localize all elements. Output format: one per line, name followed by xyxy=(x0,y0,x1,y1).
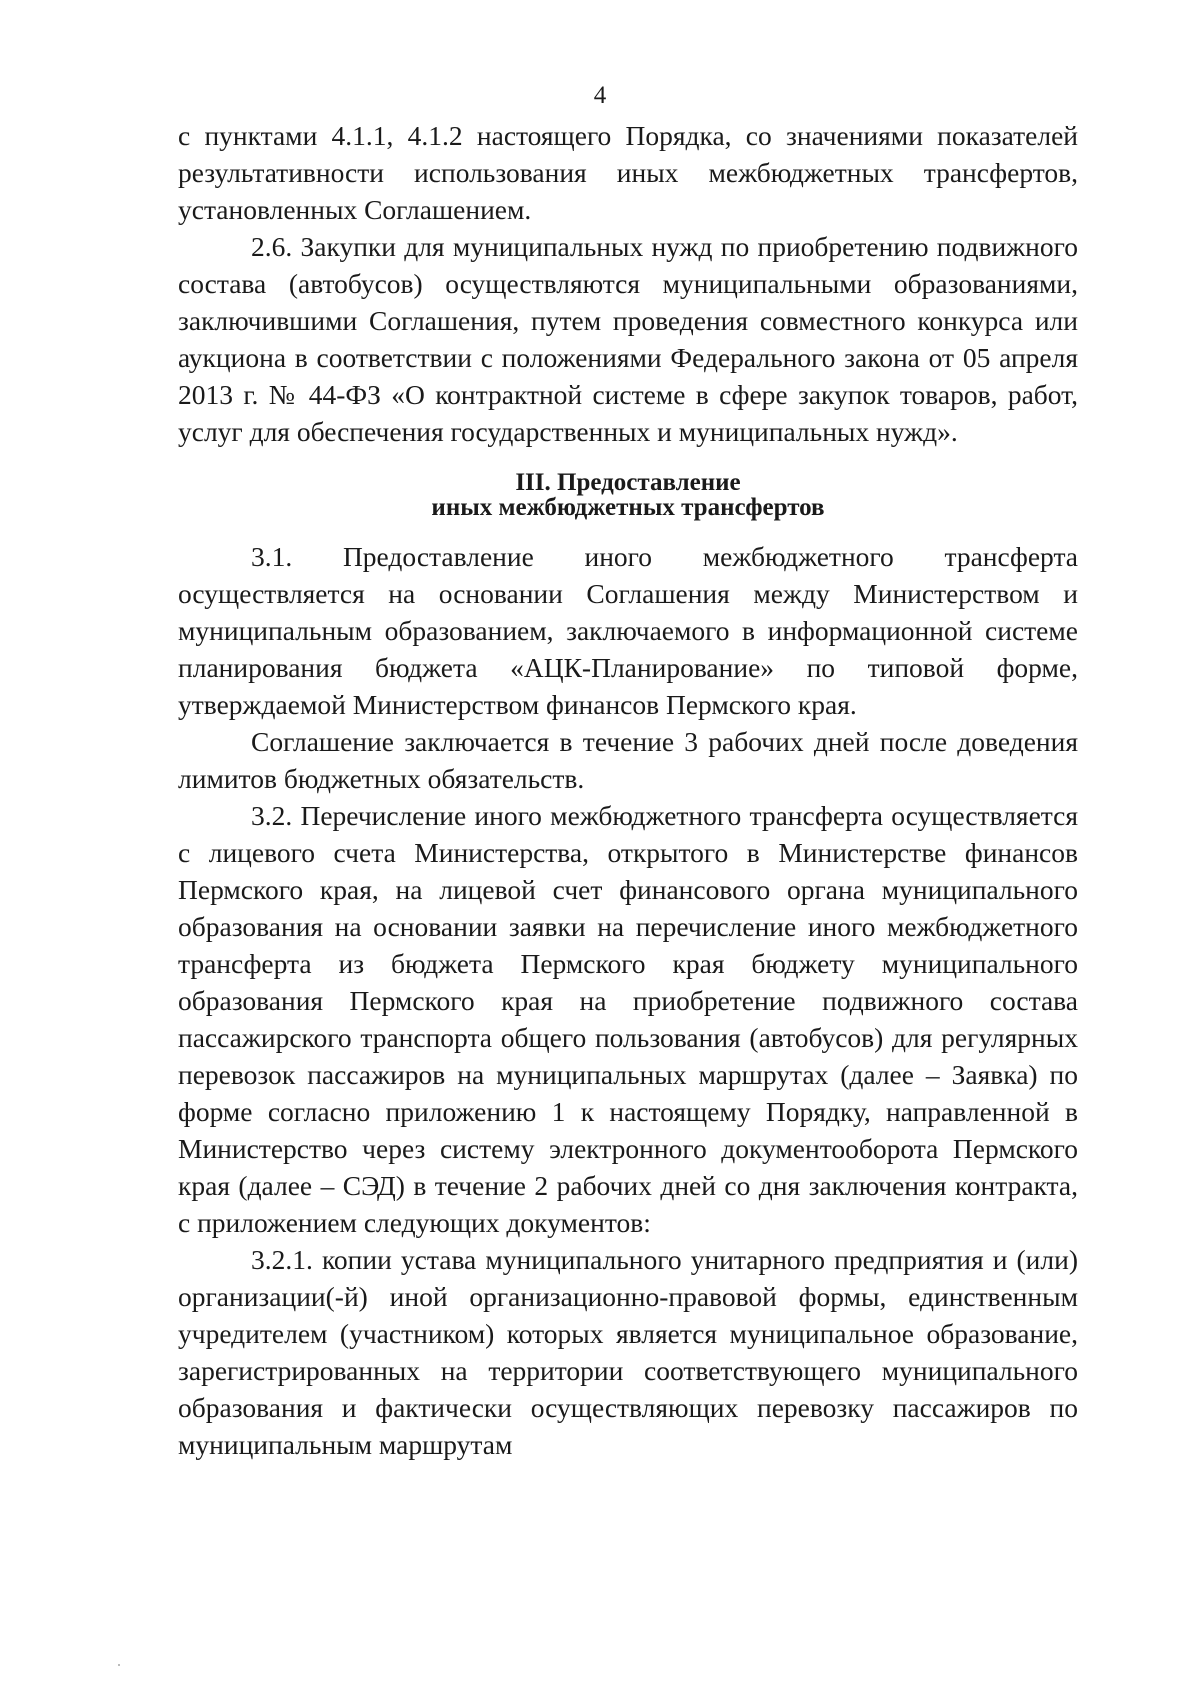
text-block-section-3 xyxy=(178,538,1078,1463)
paragraph-3-2: 3.2. Перечисление иного межбюджетного трансферта осуществляется с лицевого счета Министерства, открытого в Министерстве финансов Пермского края, на лицевой счет финансового органа муниципального образования на основании заявки на перечисление иного межбюджетного трансферта из бюджета Пермского края бюджету муниципального образования Пермского края на приобретение подвижного состава пассажирского транспорта общего пользования (автобусов) для регулярных перевозок пассажиров на муниципальных маршрутах (далее – Заявка) по форме согласно приложению 1 к настоящему Порядку, направленной в Министерство через систему электронного документооборота Пермского края (далее – СЭД) в течение 2 рабочих дней со дня заключения контракта, с приложением следующих документов: xyxy=(178,800,1078,1238)
paragraph-agreement: Соглашение заключается в течение 3 рабочих дней после доведения лимитов бюджетных обязательств. xyxy=(178,726,1078,794)
section-heading-line2: иных межбюджетных трансфертов xyxy=(431,494,825,521)
paragraph-continuation: с пунктами 4.1.1, 4.1.2 настоящего Порядка, со значениями показателей результативности использования иных межбюджетных трансфертов, установленных Соглашением. xyxy=(178,120,1078,225)
text-block-top xyxy=(178,117,1078,450)
page-number: 4 xyxy=(593,82,607,109)
paragraph-3-2-1: 3.2.1. копии устава муниципального унитарного предприятия и (или) организации(-й) иной организационно-правовой формы, единственным учредителем (участником) которых является муниципальное образование, зарегистрированных на территории соответствующего муниципального образования и фактически осуществляющих перевозку пассажиров по муниципальным маршрутам xyxy=(178,1244,1078,1460)
section-heading-line1: III. Предоставление xyxy=(515,469,741,496)
paragraph-3-1: 3.1. Предоставление иного межбюджетного трансферта осуществляется на основании Соглашения между Министерством и муниципальным образованием, заключаемого в информационной системе планирования бюджета «АЦК-Планирование» по типовой форме, утверждаемой Министерством финансов Пермского края. xyxy=(178,541,1078,720)
paragraph-2-6: 2.6. Закупки для муниципальных нужд по приобретению подвижного состава (автобусов) осуществляются муниципальными образованиями, заключившими Соглашения, путем проведения совместного конкурса или аукциона в соответствии с положениями Федерального закона от 05 апреля 2013 г. № 44-ФЗ «О контрактной системе в сфере закупок товаров, работ, услуг для обеспечения государственных и муниципальных нужд». xyxy=(178,231,1078,447)
section-heading xyxy=(178,470,1078,520)
scan-dot xyxy=(118,1664,120,1666)
